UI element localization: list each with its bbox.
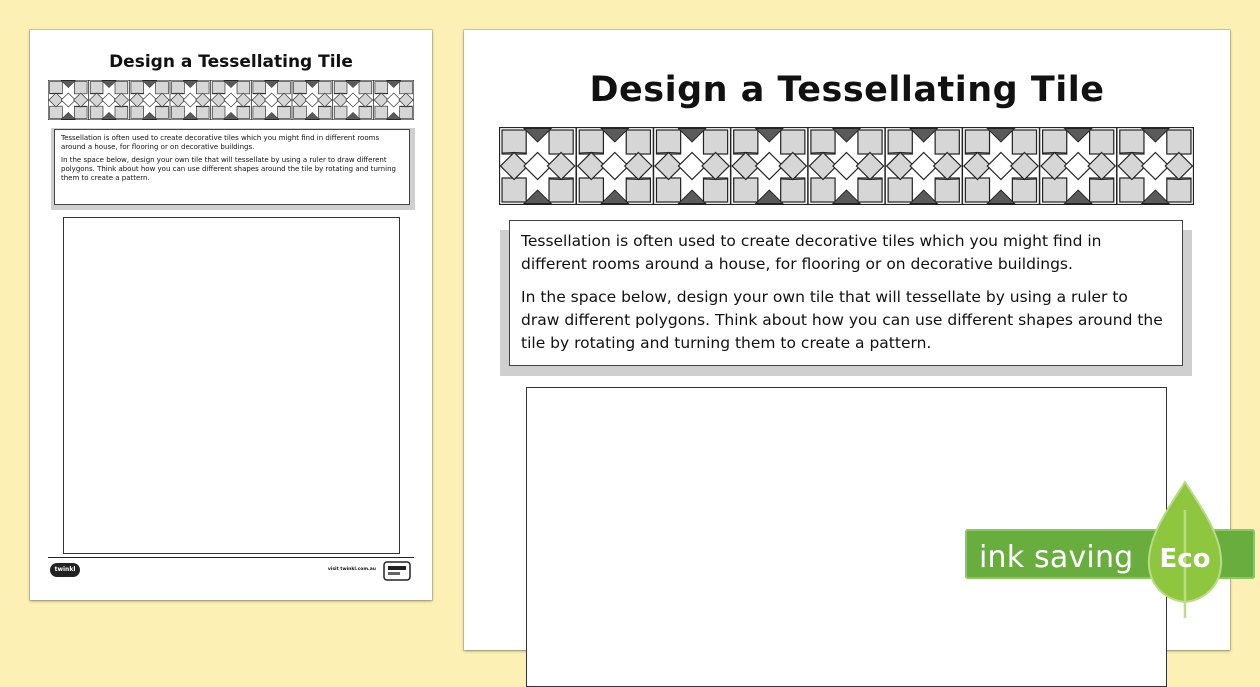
- worksheet-title: Design a Tessellating Tile: [589, 70, 1105, 110]
- ink-saving-label: ink saving: [979, 540, 1134, 575]
- footer-url: visit twinkl.com.au: [327, 567, 376, 572]
- instructions-paragraph-1: Tessellation is often used to create decorative tiles which you might find in different rooms around a house, for flooring or on decorative buildings.: [61, 134, 380, 151]
- instructions-paragraph-1: Tessellation is often used to create decorative tiles which you might find in different rooms around a house, for flooring or on decorative buildings.: [521, 232, 1102, 273]
- tessellation-pattern: [48, 80, 414, 120]
- ink-saving-eco-badge: [965, 480, 1260, 620]
- instructions-paragraph-2: In the space below, design your own tile that will tessellate by using a ruler to draw different polygons. Think about how you can use different shapes around the tile by rotating and turning them to create a pattern.: [61, 156, 396, 182]
- tessellation-pattern-band: [48, 80, 414, 120]
- page-footer: [48, 557, 414, 590]
- instructions-box: [509, 220, 1183, 366]
- drawing-area: [63, 217, 400, 554]
- instructions-box: [54, 129, 410, 205]
- twinkl-logo: twinkl: [50, 563, 80, 577]
- tessellation-pattern-band: [499, 127, 1194, 205]
- eco-label: Eco: [1159, 544, 1211, 574]
- instructions-paragraph-2: In the space below, design your own tile that will tessellate by using a ruler to draw different polygons. Think about how you can use different shapes around the tile by rotating and turning them to create a pattern.: [521, 288, 1163, 352]
- worksheet-preview-small: [30, 30, 432, 600]
- worksheet-title: Design a Tessellating Tile: [109, 52, 353, 72]
- quality-badge-icon: [382, 560, 412, 582]
- tessellation-pattern: [499, 127, 1194, 205]
